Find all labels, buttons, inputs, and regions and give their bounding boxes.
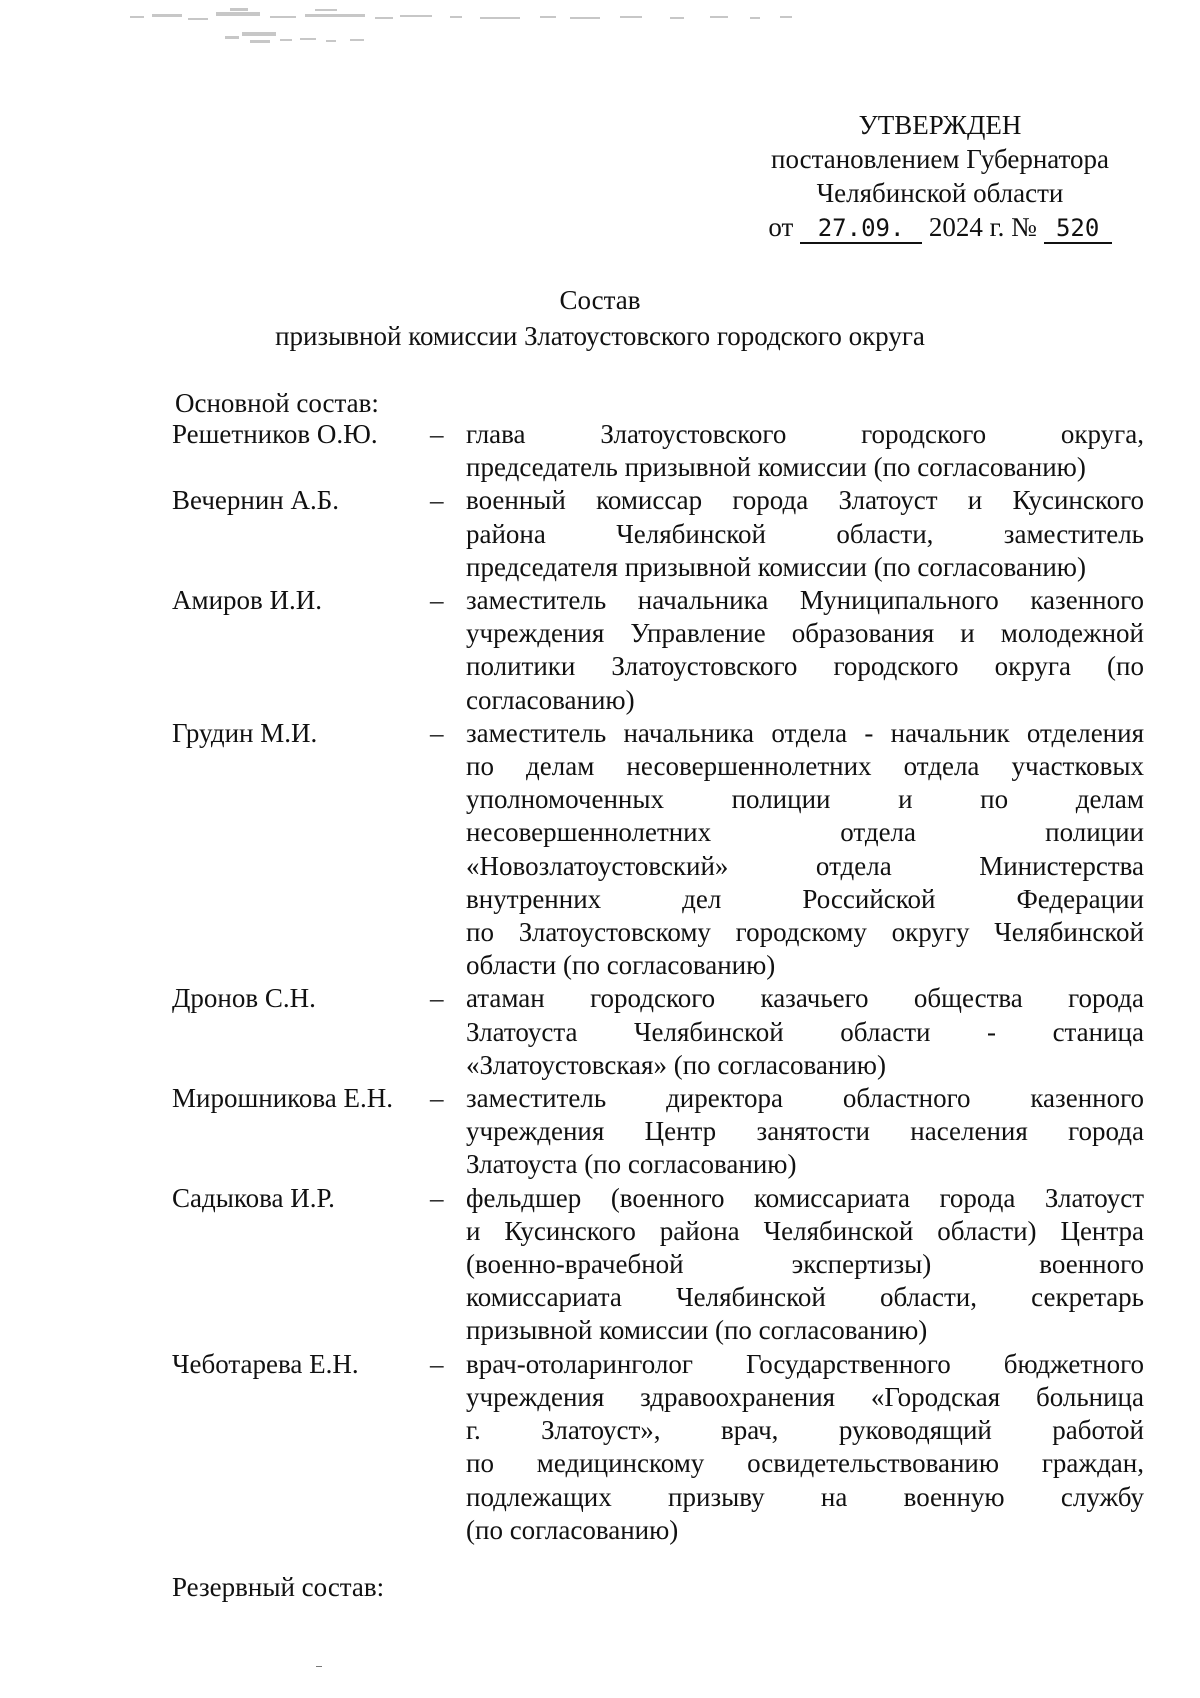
member-position-line: глава Златоустовского городского округа, (466, 419, 1144, 449)
member-position-line: по делам несовершеннолетних отдела участковых (466, 751, 1144, 782)
member-position (466, 418, 1144, 484)
member-position-line: несовершеннолетних отдела полиции (466, 817, 1144, 848)
member-position-line: заместитель директора областного казенного (466, 1083, 1144, 1114)
member-position-line: Златоуста (по согласованию) (466, 1149, 797, 1180)
member-position (466, 717, 1144, 983)
member-row (172, 418, 1152, 484)
member-position-line: Златоуста Челябинской области - станица (466, 1016, 1144, 1047)
member-position-line: (по согласованию) (466, 1514, 679, 1545)
member-name: Дронов С.Н. (172, 983, 316, 1014)
member-position-line: г. Златоуст», врач, руководящий работой (466, 1415, 1144, 1446)
approval-stamp (740, 108, 1140, 244)
member-position-line: и Кусинского района Челябинской области) Центра (466, 1215, 1144, 1246)
member-position-line: председателя призывной комиссии (по согласованию) (466, 551, 1086, 582)
member-position-line: заместитель начальника Муниципального казенного (466, 585, 1144, 616)
title-line-2: призывной комиссии Златоустовского городского округа (275, 321, 925, 351)
approval-date-line (740, 210, 1140, 244)
member-name: Амиров И.И. (172, 585, 323, 616)
approval-heading: УТВЕРЖДЕН (858, 110, 1022, 140)
member-position (466, 584, 1144, 717)
member-position (466, 484, 1144, 584)
member-position-line: политики Златоустовского городского округа (по (466, 651, 1144, 682)
member-dash: – (430, 983, 444, 1014)
member-dash: – (430, 1348, 444, 1379)
member-position (466, 1348, 1144, 1547)
member-position-line: согласованию) (466, 684, 635, 715)
member-name: Садыкова И.Р. (172, 1182, 335, 1213)
member-position-line: (военно-врачебной экспертизы) военного (466, 1249, 1144, 1280)
member-row (172, 717, 1152, 983)
member-row (172, 584, 1152, 717)
member-position-line: врач-отоларинголог Государственного бюджетного (466, 1348, 1144, 1379)
member-position-line: внутренних дел Российской Федерации (466, 883, 1144, 914)
member-dash: – (430, 419, 444, 449)
approval-line-decree: постановлением Губернатора (771, 144, 1109, 174)
members-list (172, 418, 1152, 1547)
scan-dot (316, 1666, 322, 1667)
member-position-line: по медицинскому освидетельствованию граждан, (466, 1448, 1144, 1479)
member-position-line: подлежащих призыву на военную службу (466, 1481, 1144, 1512)
main-section-label: Основной состав: (175, 388, 379, 418)
member-name: Мирошникова Е.Н. (172, 1083, 394, 1114)
member-dash: – (430, 1182, 444, 1213)
member-position-line: учреждения здравоохранения «Городская больница (466, 1381, 1144, 1412)
title-line-1: Состав (559, 285, 641, 315)
member-position-line: фельдшер (военного комиссариата города Златоуст (466, 1182, 1144, 1213)
member-name: Чеботарева Е.Н. (172, 1348, 359, 1379)
member-row (172, 1348, 1152, 1547)
member-row (172, 982, 1152, 1082)
approval-date-prefix: от (768, 212, 794, 242)
member-position-line: атаман городского казачьего общества города (466, 983, 1144, 1014)
member-name: Грудин М.И. (172, 717, 318, 748)
member-position-line: «Новозлатоустовский» отдела Министерства (466, 850, 1144, 881)
reserve-section-label: Резервный состав: (172, 1572, 385, 1602)
member-dash: – (430, 485, 444, 516)
approval-number: 520 (1044, 214, 1112, 244)
member-position-line: области (по согласованию) (466, 950, 776, 981)
member-position-line: заместитель начальника отдела - начальник отделения (466, 717, 1144, 748)
member-position-line: призывной комиссии (по согласованию) (466, 1315, 928, 1346)
member-row (172, 1082, 1152, 1182)
approval-line-region: Челябинской области (816, 178, 1064, 208)
member-dash: – (430, 1083, 444, 1114)
member-position-line: председатель призывной комиссии (по согласованию) (466, 452, 1086, 483)
member-dash: – (430, 717, 444, 748)
member-position-line: военный комиссар города Златоуст и Кусинского (466, 485, 1144, 516)
approval-year: 2024 г. № (928, 212, 1037, 242)
member-name: Решетников О.Ю. (172, 419, 378, 449)
approval-date: 27.09. (800, 214, 922, 244)
member-name: Вечернин А.Б. (172, 485, 339, 516)
member-position-line: учреждения Центр занятости населения города (466, 1116, 1144, 1147)
member-position-line: уполномоченных полиции и по делам (466, 784, 1144, 815)
member-dash: – (430, 585, 444, 616)
member-position (466, 1182, 1144, 1348)
member-position-line: по Златоустовскому городскому округу Челябинской (466, 917, 1144, 948)
member-row (172, 1182, 1152, 1348)
member-position (466, 982, 1144, 1082)
member-position-line: учреждения Управление образования и молодежной (466, 618, 1144, 649)
member-position-line: комиссариата Челябинской области, секретарь (466, 1282, 1144, 1313)
member-position (466, 1082, 1144, 1182)
member-position-line: района Челябинской области, заместитель (466, 518, 1144, 549)
document-title (200, 282, 1000, 354)
scan-artifact (130, 6, 870, 66)
member-row (172, 484, 1152, 584)
member-position-line: «Златоустовская» (по согласованию) (466, 1049, 886, 1080)
